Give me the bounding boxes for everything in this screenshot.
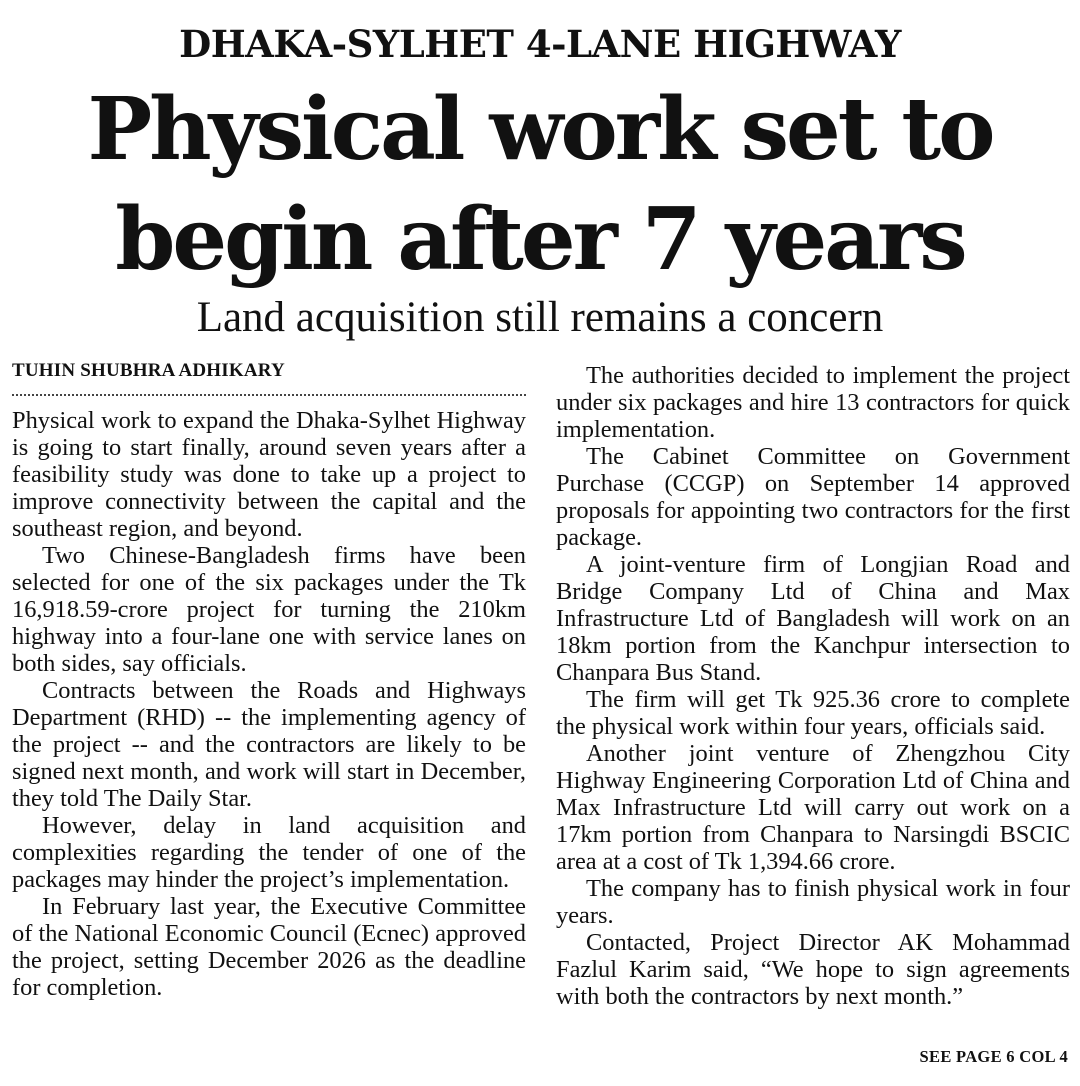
body-paragraph: Contracts between the Roads and Highways Department (RHD) -- the implementing agency of the project -- and the contractors are likely to be signed next month, and work will start in December, they told The Daily Star. — [12, 677, 526, 812]
body-paragraph: In February last year, the Executive Committee of the National Economic Council (Ecnec) approved the project, setting December 2026 as the deadline for completion. — [12, 893, 526, 1001]
headline — [0, 75, 1080, 295]
headline-line: Physical work set to — [87, 79, 993, 180]
body-paragraph: Two Chinese-Bangladesh firms have been selected for one of the six packages under the Tk 16,918.59-crore project for turning the 210km highway into a four-lane one with service lanes on both sides, say officials. — [12, 542, 526, 677]
body-paragraph: However, delay in land acquisition and complexities regarding the tender of one of the packages may hinder the project’s implementation. — [12, 812, 526, 893]
left-column — [12, 360, 526, 1001]
right-column — [556, 362, 1070, 1010]
byline-divider — [12, 394, 526, 396]
kicker: DHAKA-SYLHET 4-LANE HIGHWAY — [179, 22, 901, 66]
continuation-note: SEE PAGE 6 COL 4 — [919, 1047, 1068, 1066]
subheadline: Land acquisition still remains a concern — [196, 294, 884, 341]
headline-line: begin after 7 years — [115, 189, 965, 290]
body-paragraph: The company has to finish physical work in four years. — [556, 875, 1070, 929]
body-paragraph: Physical work to expand the Dhaka-Sylhet Highway is going to start finally, around seven years after a feasibility study was done to take up a project to improve connectivity between the capital and the southeast region, and beyond. — [12, 407, 526, 542]
body-paragraph: Another joint venture of Zhengzhou City Highway Engineering Corporation Ltd of China and Max Infrastructure Ltd will carry out work on a 17km portion from Chanpara to Narsingdi BSCIC area at a cost of Tk 1,394.66 crore. — [556, 740, 1070, 875]
body-paragraph: The Cabinet Committee on Government Purchase (CCGP) on September 14 approved proposals for appointing two contractors for the first package. — [556, 443, 1070, 551]
body-paragraph: The firm will get Tk 925.36 crore to complete the physical work within four years, officials said. — [556, 686, 1070, 740]
body-paragraph: Contacted, Project Director AK Mohammad Fazlul Karim said, “We hope to sign agreements with both the contractors by next month.” — [556, 929, 1070, 1010]
body-paragraph: The authorities decided to implement the project under six packages and hire 13 contractors for quick implementation. — [556, 362, 1070, 443]
body-paragraph: A joint-venture firm of Longjian Road and Bridge Company Ltd of China and Max Infrastructure Ltd of Bangladesh will work on an 18km portion from the Kanchpur intersection to Chanpara Bus Stand. — [556, 551, 1070, 686]
byline: TUHIN SHUBHRA ADHIKARY — [12, 360, 285, 381]
